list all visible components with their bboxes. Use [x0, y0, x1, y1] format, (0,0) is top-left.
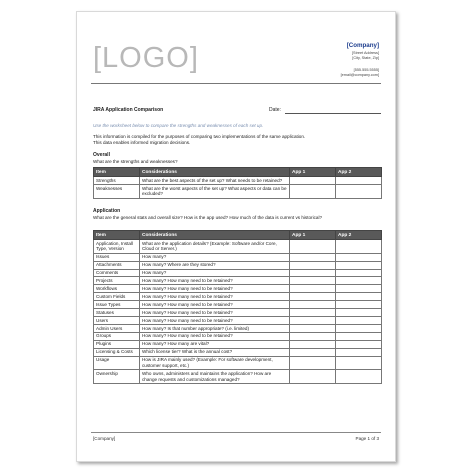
- app1-cell[interactable]: [290, 370, 336, 384]
- table-row: [94, 317, 382, 325]
- column-header: Item: [94, 168, 140, 177]
- column-header: App 2: [336, 231, 382, 240]
- app2-cell[interactable]: [336, 261, 382, 269]
- table-header-row: [94, 168, 382, 177]
- consideration-cell: How many?: [140, 269, 290, 277]
- city-state-zip: [City, State, Zip]: [352, 56, 379, 60]
- consideration-cell: How many? How many need to be retained?: [140, 293, 290, 301]
- item-cell: Attachments: [94, 261, 140, 269]
- table-header-row: [94, 231, 382, 240]
- app2-cell[interactable]: [336, 324, 382, 332]
- intro-line: This data enables informed migration decisions.: [93, 139, 191, 145]
- instruction-text: Use the worksheet below to compare the strengths and weaknesses of each set up.: [93, 123, 264, 128]
- document-title: JIRA Application Comparison: [93, 107, 164, 113]
- app2-cell[interactable]: [336, 177, 382, 185]
- app1-cell[interactable]: [290, 253, 336, 261]
- column-header: App 1: [290, 231, 336, 240]
- table-row: [94, 324, 382, 332]
- app1-cell[interactable]: [290, 301, 336, 309]
- app1-cell[interactable]: [290, 340, 336, 348]
- application-table: [93, 230, 382, 384]
- table-row: [94, 340, 382, 348]
- consideration-cell: How many? How many need to be retained?: [140, 285, 290, 293]
- consideration-cell: How many? How many need to be retained?: [140, 277, 290, 285]
- app2-cell[interactable]: [336, 285, 382, 293]
- column-header: Item: [94, 231, 140, 240]
- table-row: [94, 301, 382, 309]
- table-row: [94, 370, 382, 384]
- app2-cell[interactable]: [336, 356, 382, 370]
- logo-placeholder: [LOGO]: [93, 42, 199, 74]
- item-cell: Ownership: [94, 370, 140, 384]
- column-header: Considerations: [140, 168, 290, 177]
- item-cell: Application, Install Type, Version: [94, 240, 140, 254]
- company-name: [Company]: [346, 42, 379, 49]
- app2-cell[interactable]: [336, 301, 382, 309]
- consideration-cell: Which license tier? What is the annual cost?: [140, 348, 290, 356]
- column-header: Considerations: [140, 231, 290, 240]
- app2-cell[interactable]: [336, 184, 382, 198]
- table-row: [94, 177, 382, 185]
- item-cell: Weaknesses: [94, 184, 140, 198]
- app2-cell[interactable]: [336, 269, 382, 277]
- application-subheading: What are the general stats and overall size? How is the app used? How much of the data is current vs historical?: [93, 215, 323, 220]
- item-cell: Workflows: [94, 285, 140, 293]
- intro-line: This information is compiled for the purposes of comparing two implementations of the same application.: [93, 134, 306, 139]
- app1-cell[interactable]: [290, 277, 336, 285]
- item-cell: Users: [94, 317, 140, 325]
- column-header: App 2: [336, 168, 382, 177]
- column-header: App 1: [290, 168, 336, 177]
- app1-cell[interactable]: [290, 309, 336, 317]
- consideration-cell: How many? How many need to be retained?: [140, 301, 290, 309]
- date-field[interactable]: [285, 113, 381, 114]
- intro-paragraph: [93, 134, 383, 146]
- overall-subheading: What are the strengths and weaknesses?: [93, 159, 178, 164]
- footer-divider: [91, 432, 381, 433]
- table-row: [94, 240, 382, 254]
- consideration-cell: Who owns, administers and maintains the application? How are change requests and customizations managed?: [140, 370, 290, 384]
- consideration-cell: How many? Where are they stored?: [140, 261, 290, 269]
- app2-cell[interactable]: [336, 277, 382, 285]
- consideration-cell: How many?: [140, 253, 290, 261]
- item-cell: Plugins: [94, 340, 140, 348]
- consideration-cell: What are the best aspects of the set up? What needs to be retained?: [140, 177, 290, 185]
- phone-number: [555.555.5555]: [353, 68, 379, 72]
- app1-cell[interactable]: [290, 317, 336, 325]
- consideration-cell: What are the application details? (Example: Software and/or Core, Cloud or Server.): [140, 240, 290, 254]
- item-cell: Groups: [94, 332, 140, 340]
- page-number: Page 1 of 3: [355, 436, 379, 441]
- table-row: [94, 309, 382, 317]
- app1-cell[interactable]: [290, 348, 336, 356]
- app2-cell[interactable]: [336, 348, 382, 356]
- table-row: [94, 261, 382, 269]
- item-cell: Licensing & Costs: [94, 348, 140, 356]
- app1-cell[interactable]: [290, 332, 336, 340]
- app1-cell[interactable]: [290, 324, 336, 332]
- app2-cell[interactable]: [336, 317, 382, 325]
- document-page: [76, 11, 396, 462]
- table-row: [94, 293, 382, 301]
- app2-cell[interactable]: [336, 253, 382, 261]
- app2-cell[interactable]: [336, 240, 382, 254]
- consideration-cell: What are the worst aspects of the set up? What aspects or data can be excluded?: [140, 184, 290, 198]
- table-row: [94, 356, 382, 370]
- table-row: [94, 253, 382, 261]
- app2-cell[interactable]: [336, 370, 382, 384]
- app1-cell[interactable]: [290, 240, 336, 254]
- item-cell: Strengths: [94, 177, 140, 185]
- item-cell: Usage: [94, 356, 140, 370]
- item-cell: Custom Fields: [94, 293, 140, 301]
- app1-cell[interactable]: [290, 356, 336, 370]
- consideration-cell: How many? How many need to be retained?: [140, 317, 290, 325]
- date-label: Date:: [269, 107, 281, 113]
- app2-cell[interactable]: [336, 332, 382, 340]
- consideration-cell: How many? How many are vital?: [140, 340, 290, 348]
- table-row: [94, 332, 382, 340]
- consideration-cell: How many? How many need to be retained?: [140, 309, 290, 317]
- overall-heading: Overall: [93, 152, 110, 158]
- app2-cell[interactable]: [336, 309, 382, 317]
- consideration-cell: How many? How many need to be retained?: [140, 332, 290, 340]
- item-cell: Admin Users: [94, 324, 140, 332]
- overall-table: [93, 167, 382, 199]
- app2-cell[interactable]: [336, 340, 382, 348]
- app1-cell[interactable]: [290, 184, 336, 198]
- item-cell: Comments: [94, 269, 140, 277]
- consideration-cell: How is JIRA mainly used? (Example: For software development, customer support, etc.): [140, 356, 290, 370]
- table-row: [94, 285, 382, 293]
- app1-cell[interactable]: [290, 261, 336, 269]
- table-row: [94, 184, 382, 198]
- header-divider: [91, 83, 381, 84]
- table-row: [94, 277, 382, 285]
- app1-cell[interactable]: [290, 177, 336, 185]
- app1-cell[interactable]: [290, 285, 336, 293]
- consideration-cell: How many? Is that number appropriate? (i.e. limited): [140, 324, 290, 332]
- street-address: [Street Address]: [351, 51, 379, 55]
- table-row: [94, 269, 382, 277]
- app2-cell[interactable]: [336, 293, 382, 301]
- app1-cell[interactable]: [290, 293, 336, 301]
- footer-company: [Company]: [93, 436, 116, 441]
- application-heading: Application: [93, 208, 121, 214]
- table-row: [94, 348, 382, 356]
- item-cell: Issues: [94, 253, 140, 261]
- app1-cell[interactable]: [290, 269, 336, 277]
- item-cell: Statuses: [94, 309, 140, 317]
- item-cell: Issue Types: [94, 301, 140, 309]
- email-address: [email@company.com]: [340, 73, 379, 77]
- item-cell: Projects: [94, 277, 140, 285]
